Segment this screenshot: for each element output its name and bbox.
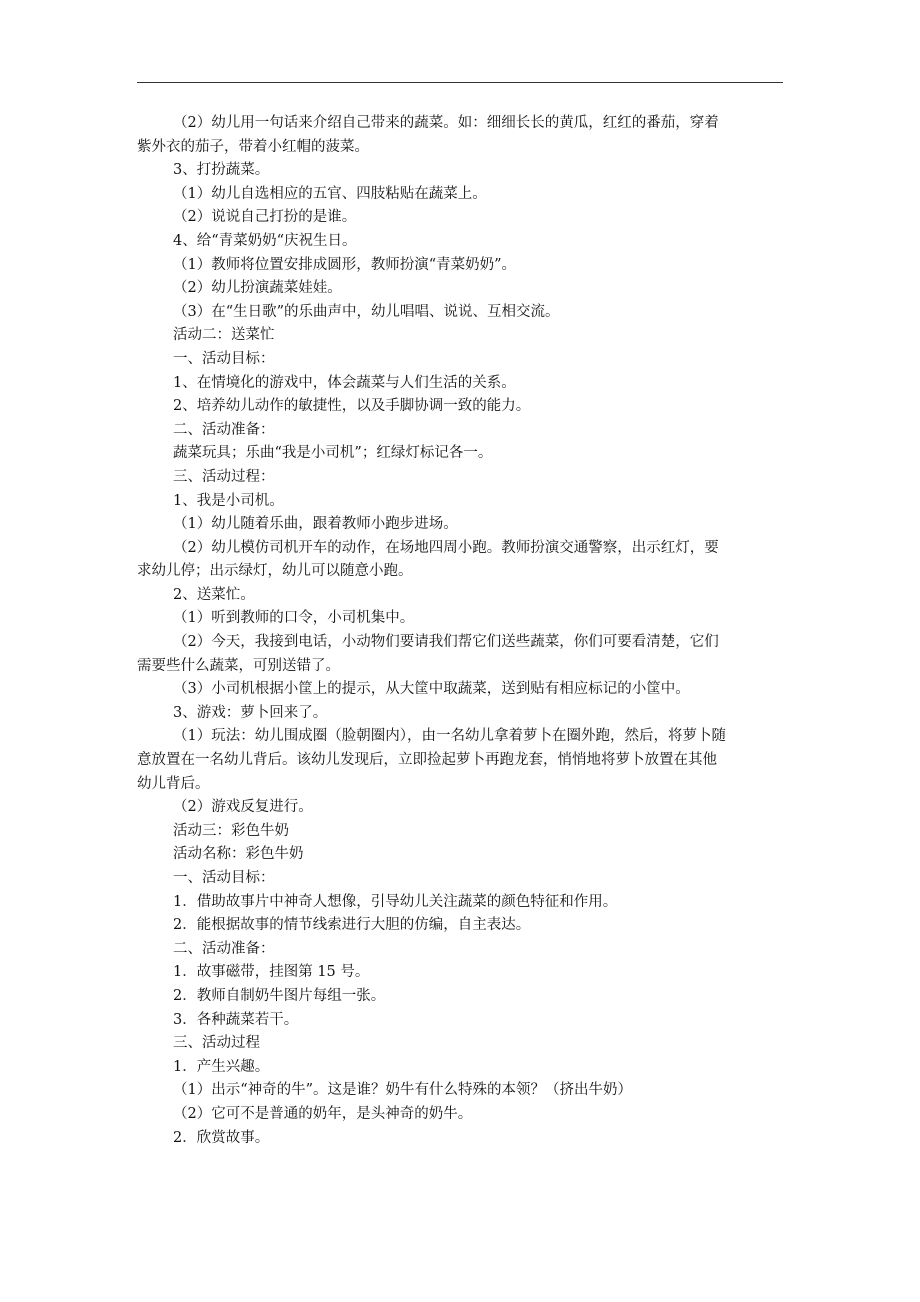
paragraph-line: 1、我是小司机。 [173, 492, 284, 509]
header-rule [137, 82, 783, 83]
paragraph-line: 1．产生兴趣。 [173, 1058, 270, 1075]
paragraph-line: （2）说说自己打扮的是谁。 [173, 209, 357, 226]
paragraph-continuation-line: 求幼儿停；出示绿灯，幼儿可以随意小跑。 [137, 563, 413, 580]
paragraph-continuation-line: 需要些什么蔬菜，可别送错了。 [137, 657, 340, 674]
paragraph-line: （1）幼儿随着乐曲，跟着教师小跑步进场。 [173, 516, 458, 533]
paragraph-line: 三、活动过程： [173, 468, 275, 485]
paragraph-line: 三、活动过程 [173, 1035, 260, 1052]
paragraph-line: 二、活动准备： [173, 421, 275, 438]
paragraph-line: 一、活动目标： [173, 870, 275, 886]
paragraph-line: 2、培养幼儿动作的敏捷性，以及手脚协调一致的能力。 [173, 398, 531, 415]
paragraph-line: （1）教师将位置安排成圆形，教师扮演“青菜奶奶”。 [173, 256, 517, 273]
paragraph-line: 3、游戏：萝卜回来了。 [173, 704, 328, 721]
paragraph-line: （2）幼儿用一句话来介绍自己带来的蔬菜。如：细细长长的黄瓜，红红的番茄，穿着 [173, 115, 719, 131]
paragraph-line: （1）幼儿自选相应的五官、四肢粘贴在蔬菜上。 [173, 185, 487, 202]
paragraph-line: 2．能根据故事的情节线索进行大胆的仿编，自主表达。 [173, 917, 531, 934]
paragraph-line: 3、打扮蔬菜。 [173, 162, 270, 179]
paragraph-line: 蔬菜玩具；乐曲“我是小司机”；红绿灯标记各一。 [173, 445, 493, 462]
paragraph-line: （2）今天，我接到电话，小动物们要请我们帮它们送些蔬菜，你们可要看清楚，它们 [173, 634, 719, 651]
paragraph-line: 2．教师自制奶牛图片每组一张。 [173, 987, 386, 1004]
paragraph-line: 2．欣赏故事。 [173, 1129, 270, 1146]
paragraph-line: 活动二：送菜忙 [173, 327, 275, 344]
document-body [137, 112, 785, 1150]
paragraph-line: （2）游戏反复进行。 [173, 799, 313, 816]
paragraph-line: 二、活动准备： [173, 940, 275, 957]
paragraph-line: （1）玩法：幼儿围成圈（脸朝圈内），由一名幼儿拿着萝卜在圈外跑，然后，将萝卜随 [173, 728, 726, 745]
paragraph-line: 1．借助故事片中神奇人想像，引导幼儿关注蔬菜的颜色特征和作用。 [173, 893, 618, 910]
paragraph-line: 3．各种蔬菜若干。 [173, 1011, 299, 1028]
paragraph-line: （3）在“生日歌”的乐曲声中，幼儿唱唱、说说、互相交流。 [173, 303, 560, 320]
paragraph-line: （2）幼儿模仿司机开车的动作，在场地四周小跑。教师扮演交通警察，出示红灯，要 [173, 539, 719, 556]
paragraph-line: （3）小司机根据小筐上的提示，从大筐中取蔬菜，送到贴有相应标记的小筐中。 [173, 681, 690, 698]
paragraph-line: 活动三：彩色牛奶 [173, 822, 289, 839]
paragraph-continuation-line: 意放置在一名幼儿背后。该幼儿发现后，立即捡起萝卜再跑龙套，悄悄地将萝卜放置在其他 [137, 752, 717, 769]
paragraph-continuation-line: 幼儿背后。 [137, 775, 210, 792]
paragraph-line: 2、送菜忙。 [173, 586, 255, 603]
paragraph-line: （2）幼儿扮演蔬菜娃娃。 [173, 280, 342, 297]
paragraph-continuation-line: 紫外衣的茄子，带着小红帽的菠菜。 [137, 138, 369, 155]
paragraph-line: （1）出示“神奇的牛”。这是谁？奶牛有什么特殊的本领？（挤出牛奶） [173, 1082, 633, 1099]
paragraph-line: 1．故事磁带，挂图第 15 号。 [173, 964, 370, 981]
paragraph-line: 4、给“青菜奶奶“庆祝生日。 [173, 232, 357, 249]
paragraph-line: 1、在情境化的游戏中，体会蔬菜与人们生活的关系。 [173, 374, 516, 391]
paragraph-line: （1）听到教师的口令，小司机集中。 [173, 610, 415, 627]
paragraph-line: （2）它可不是普通的奶年，是头神奇的奶牛。 [173, 1105, 473, 1122]
paragraph-line: 一、活动目标： [173, 350, 275, 367]
paragraph-line: 活动名称：彩色牛奶 [173, 846, 304, 863]
